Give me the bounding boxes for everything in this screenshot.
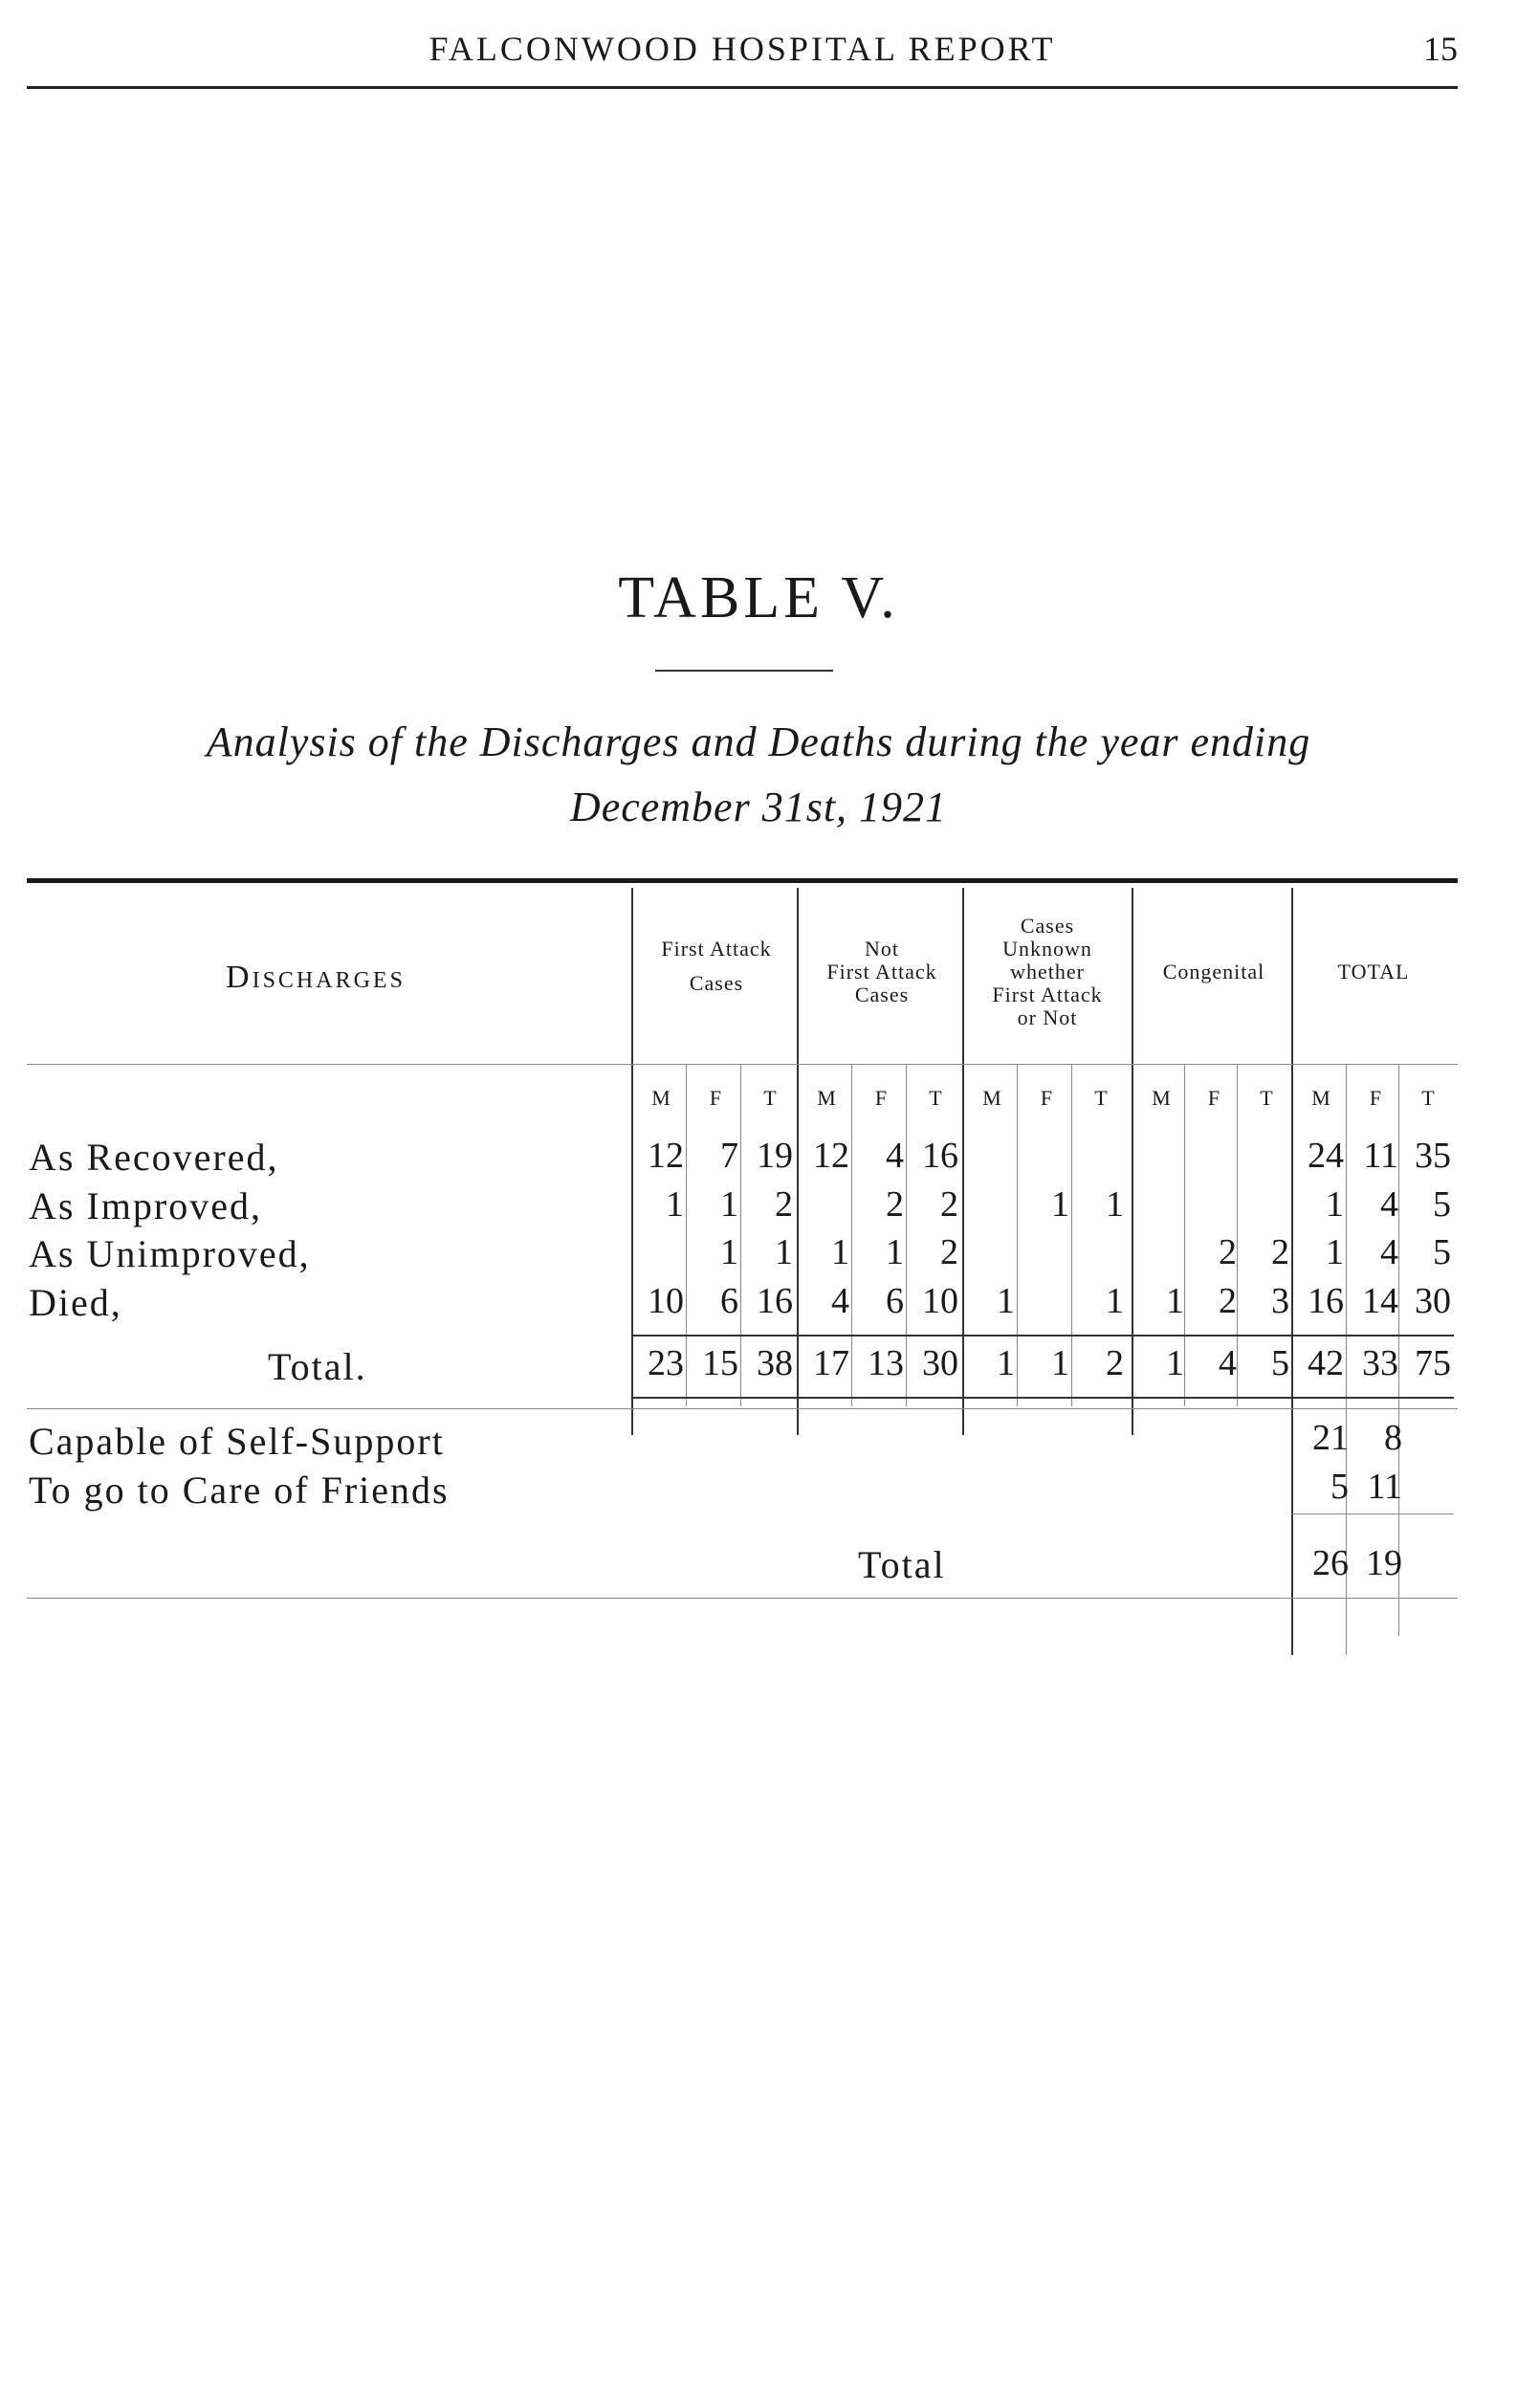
cell-recovered-not-first-attack-t: 16 [922, 1136, 958, 1176]
cell-recovered-total-m: 24 [1308, 1136, 1344, 1176]
cell-unimproved-not-first-attack-f: 1 [886, 1232, 904, 1272]
cell-died-cases-unknown-m: 1 [997, 1281, 1015, 1321]
cell-total-not-first-attack-m: 17 [813, 1343, 849, 1383]
subcolumn-divider-0 [686, 1064, 687, 1406]
cell-recovered-total-t: 35 [1415, 1136, 1451, 1176]
cell-improved-not-first-attack-t: 2 [940, 1184, 958, 1225]
subcolumn-divider-8 [1346, 1064, 1347, 1406]
cell-recovered-not-first-attack-f: 4 [886, 1136, 904, 1176]
cell-total-total-m: 42 [1308, 1343, 1344, 1383]
cell-unimproved-first-attack-f: 1 [720, 1232, 738, 1272]
row-label-care-of-friends: To go to Care of Friends [29, 1469, 450, 1512]
self-support-m: 21 [1312, 1418, 1349, 1458]
grand-total-f: 19 [1366, 1543, 1402, 1583]
cell-recovered-first-attack-f: 7 [720, 1136, 738, 1176]
table-subtitle-line1: Analysis of the Discharges and Deaths during the year ending [206, 718, 1311, 765]
row-label-total: Total. [268, 1345, 367, 1388]
total-below-rule [631, 1397, 1454, 1399]
cell-total-cases-unknown-m: 1 [997, 1343, 1015, 1383]
table-subtitle-line2: December 31st, 1921 [569, 784, 948, 830]
cell-unimproved-congenital-f: 2 [1219, 1232, 1237, 1272]
group-header-congenital: Congenital [1162, 960, 1265, 983]
group-divider-2 [962, 888, 964, 1435]
cell-improved-total-t: 5 [1433, 1184, 1451, 1225]
cell-died-not-first-attack-m: 4 [831, 1281, 849, 1321]
row-label-died: Died, [29, 1281, 122, 1324]
page-number: 15 [1423, 30, 1458, 68]
group-divider-3 [1132, 888, 1133, 1435]
cell-unimproved-not-first-attack-m: 1 [831, 1232, 849, 1272]
cell-improved-total-m: 1 [1326, 1184, 1344, 1225]
cell-total-congenital-m: 1 [1166, 1343, 1184, 1383]
subcolumn-divider-2 [851, 1064, 852, 1406]
table-title: TABLE V. [618, 565, 899, 630]
row-label-unimproved: As Unimproved, [29, 1232, 311, 1275]
cell-died-total-f: 14 [1362, 1281, 1398, 1321]
subheader-total-f: F [1369, 1086, 1382, 1110]
cell-total-congenital-f: 4 [1219, 1343, 1237, 1383]
header-rule [27, 86, 1458, 89]
cell-recovered-not-first-attack-m: 12 [813, 1136, 849, 1176]
cell-total-not-first-attack-t: 30 [922, 1343, 958, 1383]
cell-unimproved-congenital-t: 2 [1271, 1232, 1289, 1272]
care-of-friends-f: 11 [1367, 1467, 1402, 1507]
cell-unimproved-total-f: 4 [1380, 1232, 1398, 1272]
cell-total-congenital-t: 5 [1271, 1343, 1289, 1383]
group-header-first-attack: First Attack Cases [661, 937, 772, 995]
table-bottom-rule [27, 1598, 1458, 1599]
subcolumn-divider-7 [1237, 1064, 1238, 1406]
cell-total-total-f: 33 [1362, 1343, 1398, 1383]
cell-died-first-attack-m: 10 [648, 1281, 684, 1321]
title-rule [655, 670, 833, 672]
cell-total-not-first-attack-f: 13 [868, 1343, 904, 1383]
cell-recovered-first-attack-m: 12 [648, 1136, 684, 1176]
cell-improved-first-attack-f: 1 [720, 1184, 738, 1225]
group-divider-4 [1291, 888, 1293, 1655]
cell-improved-cases-unknown-t: 1 [1106, 1184, 1124, 1225]
cell-total-first-attack-m: 23 [648, 1343, 684, 1383]
cell-died-congenital-f: 2 [1219, 1281, 1237, 1321]
cell-improved-first-attack-m: 1 [666, 1184, 684, 1225]
grand-total-label: Total [858, 1543, 946, 1586]
cell-recovered-total-f: 11 [1363, 1136, 1398, 1176]
subcolumn-divider-1 [740, 1064, 741, 1406]
section-rule [27, 1408, 1458, 1409]
cell-total-cases-unknown-f: 1 [1051, 1343, 1069, 1383]
cell-died-cases-unknown-t: 1 [1106, 1281, 1124, 1321]
subheader-cases-unknown-t: T [1094, 1086, 1108, 1110]
row-label-recovered: As Recovered, [29, 1136, 279, 1179]
subheader-not-first-attack-f: F [874, 1086, 888, 1110]
subheader-first-attack-t: T [763, 1086, 777, 1110]
subheader-not-first-attack-t: T [929, 1086, 942, 1110]
cell-unimproved-total-m: 1 [1326, 1232, 1344, 1272]
cell-improved-total-f: 4 [1380, 1184, 1398, 1225]
total-above-rule [631, 1335, 1454, 1337]
grand-total-m: 26 [1312, 1543, 1349, 1583]
group-divider-0 [631, 888, 633, 1435]
self-support-f: 8 [1384, 1418, 1402, 1458]
cell-unimproved-not-first-attack-t: 2 [940, 1232, 958, 1272]
subheader-not-first-attack-m: M [817, 1086, 836, 1110]
subheader-first-attack-m: M [651, 1086, 671, 1110]
group-divider-1 [797, 888, 799, 1435]
subcolumn-divider-3 [906, 1064, 907, 1406]
group-header-total: TOTAL [1337, 960, 1410, 983]
subheader-first-attack-f: F [709, 1086, 722, 1110]
cell-died-congenital-t: 3 [1271, 1281, 1289, 1321]
subcolumn-divider-9 [1398, 1064, 1399, 1406]
cell-unimproved-total-t: 5 [1433, 1232, 1451, 1272]
group-header-cases-unknown: Cases Unknown whether First Attack or Not [992, 914, 1103, 1029]
table-top-rule [27, 878, 1458, 883]
cell-died-first-attack-f: 6 [720, 1281, 738, 1321]
subheader-total-t: T [1421, 1086, 1435, 1110]
subheader-cases-unknown-m: M [982, 1086, 1001, 1110]
cell-improved-first-attack-t: 2 [775, 1184, 793, 1225]
cell-total-cases-unknown-t: 2 [1106, 1343, 1124, 1383]
subcolumn-divider-6 [1184, 1064, 1185, 1406]
cell-died-congenital-m: 1 [1166, 1281, 1184, 1321]
cell-total-first-attack-t: 38 [757, 1343, 793, 1383]
cell-total-first-attack-f: 15 [702, 1343, 738, 1383]
subheader-congenital-t: T [1260, 1086, 1273, 1110]
cell-recovered-first-attack-t: 19 [757, 1136, 793, 1176]
subheader-total-m: M [1311, 1086, 1330, 1110]
header-divider-rule [27, 1064, 1458, 1065]
subcolumn-divider-5 [1071, 1064, 1072, 1406]
grand-total-above-rule [1291, 1513, 1454, 1514]
care-of-friends-m: 5 [1330, 1467, 1349, 1507]
cell-died-first-attack-t: 16 [757, 1281, 793, 1321]
subheader-cases-unknown-f: F [1040, 1086, 1053, 1110]
cell-unimproved-first-attack-t: 1 [775, 1232, 793, 1272]
cell-died-not-first-attack-t: 10 [922, 1281, 958, 1321]
row-label-self-support: Capable of Self-Support [29, 1420, 445, 1463]
row-label-improved: As Improved, [29, 1184, 262, 1227]
cell-died-total-t: 30 [1415, 1281, 1451, 1321]
subheader-congenital-m: M [1152, 1086, 1171, 1110]
subcolumn-divider-4 [1017, 1064, 1018, 1406]
cell-died-not-first-attack-f: 6 [886, 1281, 904, 1321]
discharges-column-header: Discharges [226, 960, 406, 995]
cell-improved-cases-unknown-f: 1 [1051, 1184, 1069, 1225]
report-title: FALCONWOOD HOSPITAL REPORT [429, 30, 1056, 68]
subheader-congenital-f: F [1207, 1086, 1220, 1110]
running-head [27, 29, 1458, 88]
cell-total-total-t: 75 [1415, 1343, 1451, 1383]
group-header-not-first-attack: Not First Attack Cases [826, 937, 937, 1006]
cell-died-total-m: 16 [1308, 1281, 1344, 1321]
cell-improved-not-first-attack-f: 2 [886, 1184, 904, 1225]
